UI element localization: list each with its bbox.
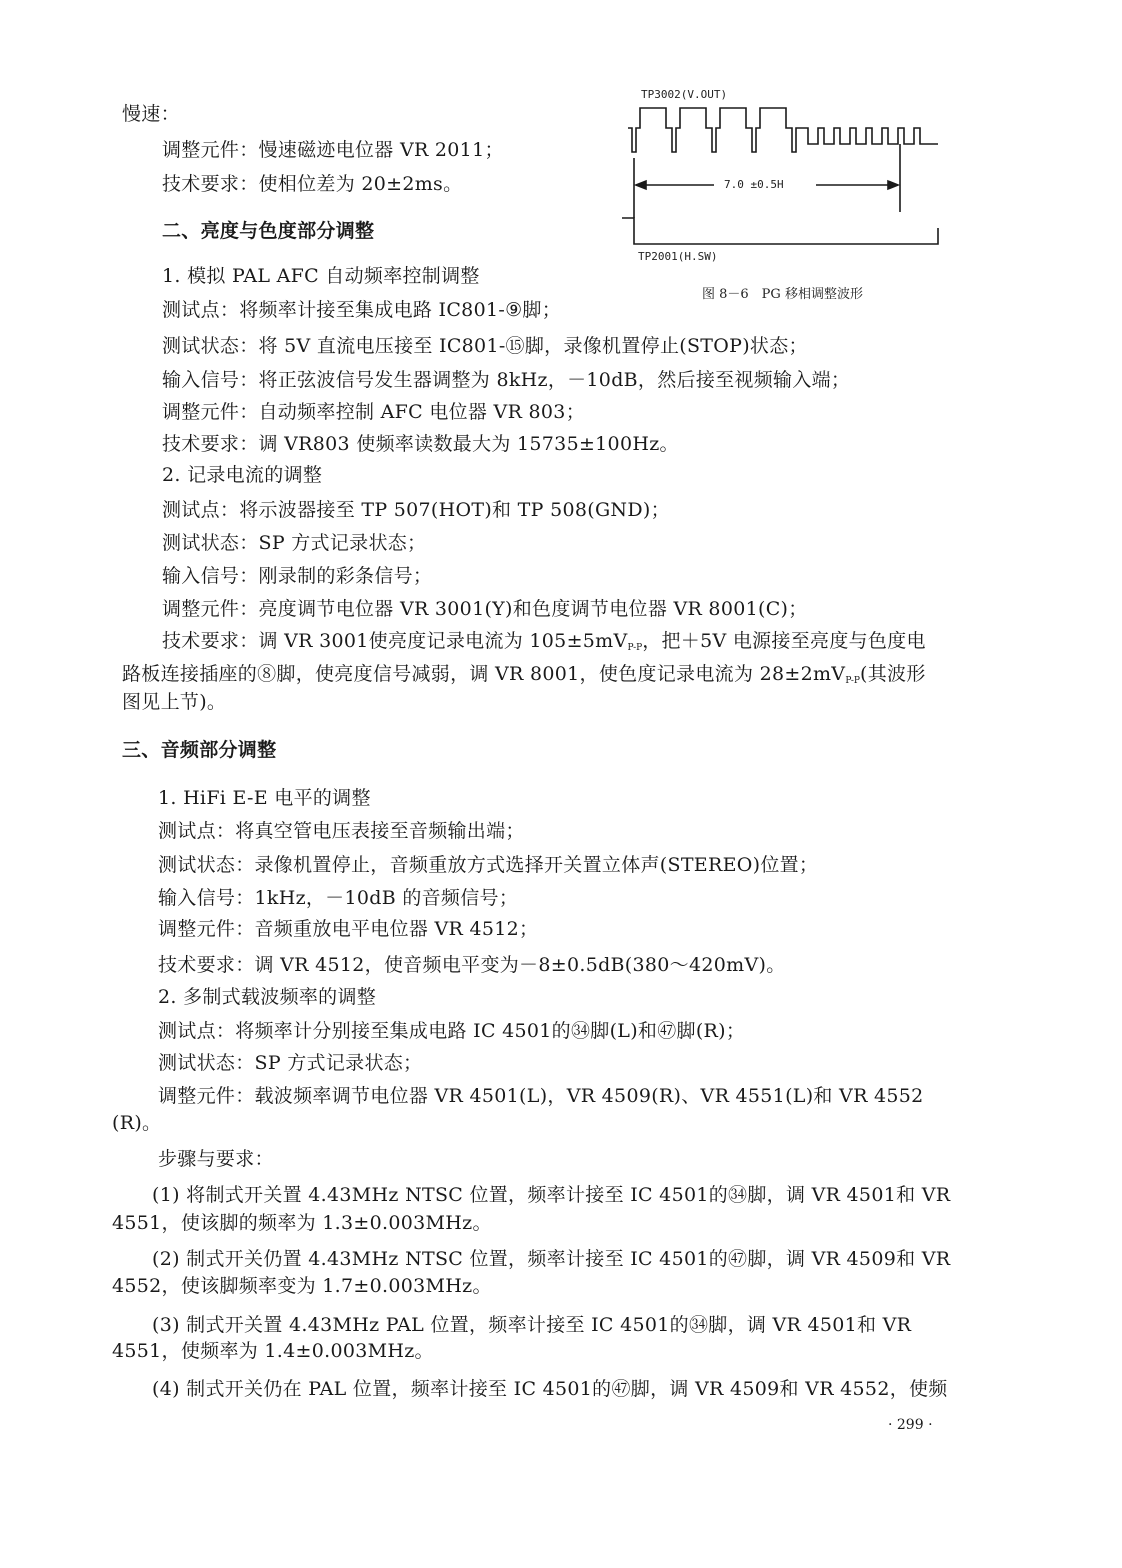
item-title-record-current: 2. 记录电流的调整	[162, 464, 323, 486]
figure-label-bottom: TP2001(H.SW)	[638, 250, 718, 263]
text-line: 测试点：将示波器接至 TP 507(HOT)和 TP 508(GND)；	[162, 499, 670, 521]
step-1-line: (1) 将制式开关置 4.43MHz NTSC 位置，频率计接至 IC 4501的㉞脚，调 VR 4501和 VR	[152, 1184, 951, 1206]
figure-label-top: TP3002(V.OUT)	[641, 88, 728, 101]
text-line: 测试状态：SP 方式记录状态；	[158, 1052, 423, 1074]
subscript-pp: P-P	[627, 643, 643, 653]
text-line: 调整元件：音频重放电平电位器 VR 4512；	[158, 918, 539, 940]
text-line: 图见上节)。	[122, 691, 227, 713]
text-line: (R)。	[112, 1112, 162, 1134]
text-fragment: (其波形	[860, 663, 926, 685]
item-title-hifi: 1. HiFi E-E 电平的调整	[158, 787, 371, 809]
text-fragment: ，把＋5V 电源接至亮度与色度电	[642, 630, 926, 652]
text-line: 测试状态：SP 方式记录状态；	[162, 532, 427, 554]
text-line	[162, 628, 926, 661]
text-line: 测试状态：录像机置停止，音频重放方式选择开关置立体声(STEREO)位置；	[158, 854, 819, 876]
step-2-line: (2) 制式开关仍置 4.43MHz NTSC 位置，频率计接至 IC 4501的㊼脚，调 VR 4509和 VR	[152, 1248, 951, 1270]
text-line: 测试状态：将 5V 直流电压接至 IC801-⑮脚，录像机置停止(STOP)状态；	[162, 335, 808, 357]
text-line: 输入信号：1kHz，－10dB 的音频信号；	[158, 887, 519, 909]
section-heading-luma-chroma: 二、亮度与色度部分调整	[162, 220, 375, 242]
text-line: 调整元件：自动频率控制 AFC 电位器 VR 803；	[162, 401, 585, 423]
arrow-left-icon	[636, 181, 646, 189]
text-line: 输入信号：将正弦波信号发生器调整为 8kHz，－10dB，然后接至视频输入端；	[162, 369, 851, 391]
text-line: 技术要求：调 VR 4512，使音频电平变为－8±0.5dB(380～420mV)。	[158, 954, 786, 976]
text-fragment: 技术要求：调 VR 3001使亮度记录电流为 105±5mV	[162, 630, 628, 652]
step-1-line: 4551，使该脚的频率为 1.3±0.003MHz。	[112, 1212, 492, 1234]
text-line: 调整元件：载波频率调节电位器 VR 4501(L)，VR 4509(R)、VR 4551(L)和 VR 4552	[158, 1085, 924, 1107]
text-line	[122, 661, 926, 694]
subscript-pp: P-P	[845, 676, 860, 686]
arrow-right-icon	[888, 181, 898, 189]
vout-waveform	[628, 108, 938, 152]
figure-measure-label: 7.0 ±0.5H	[724, 178, 784, 191]
text-fragment: 路板连接插座的⑧脚，使亮度信号减弱，调 VR 8001，使色度记录电流为 28±2mV	[122, 663, 846, 685]
hsw-waveform	[622, 218, 938, 244]
text-line: 测试点：将真空管电压表接至音频输出端；	[158, 820, 525, 842]
steps-heading: 步骤与要求：	[158, 1148, 274, 1170]
step-3-line: 4551，使频率为 1.4±0.003MHz。	[112, 1340, 434, 1362]
text-line: 测试点：将频率计分别接至集成电路 IC 4501的㉞脚(L)和㊼脚(R)；	[158, 1020, 746, 1042]
step-4-line: (4) 制式开关仍在 PAL 位置，频率计接至 IC 4501的㊼脚，调 VR 4509和 VR 4552，使频	[152, 1378, 948, 1400]
text-line: 技术要求：调 VR803 使频率读数最大为 15735±100Hz。	[162, 433, 679, 455]
item-title-multi-carrier: 2. 多制式载波频率的调整	[158, 986, 377, 1008]
step-2-line: 4552，使该脚频率变为 1.7±0.003MHz。	[112, 1275, 492, 1297]
slow-heading: 慢速：	[122, 103, 180, 125]
text-line: 测试点：将频率计接至集成电路 IC801-⑨脚；	[162, 299, 562, 321]
slow-requirement-line: 技术要求：使相位差为 20±2ms。	[162, 173, 463, 195]
slow-adjust-line: 调整元件：慢速磁迹电位器 VR 2011；	[162, 139, 504, 161]
section-heading-audio: 三、音频部分调整	[122, 739, 277, 761]
text-line: 调整元件：亮度调节电位器 VR 3001(Y)和色度调节电位器 VR 8001(C)；	[162, 598, 808, 620]
page-number: · 299 ·	[888, 1417, 933, 1433]
text-line: 输入信号：刚录制的彩条信号；	[162, 565, 433, 587]
figure-caption: 图 8－6 PG 移相调整波形	[702, 287, 863, 302]
item-title-pal-afc: 1. 模拟 PAL AFC 自动频率控制调整	[162, 265, 480, 287]
step-3-line: (3) 制式开关置 4.43MHz PAL 位置，频率计接至 IC 4501的㉞脚，调 VR 4501和 VR	[152, 1314, 912, 1336]
